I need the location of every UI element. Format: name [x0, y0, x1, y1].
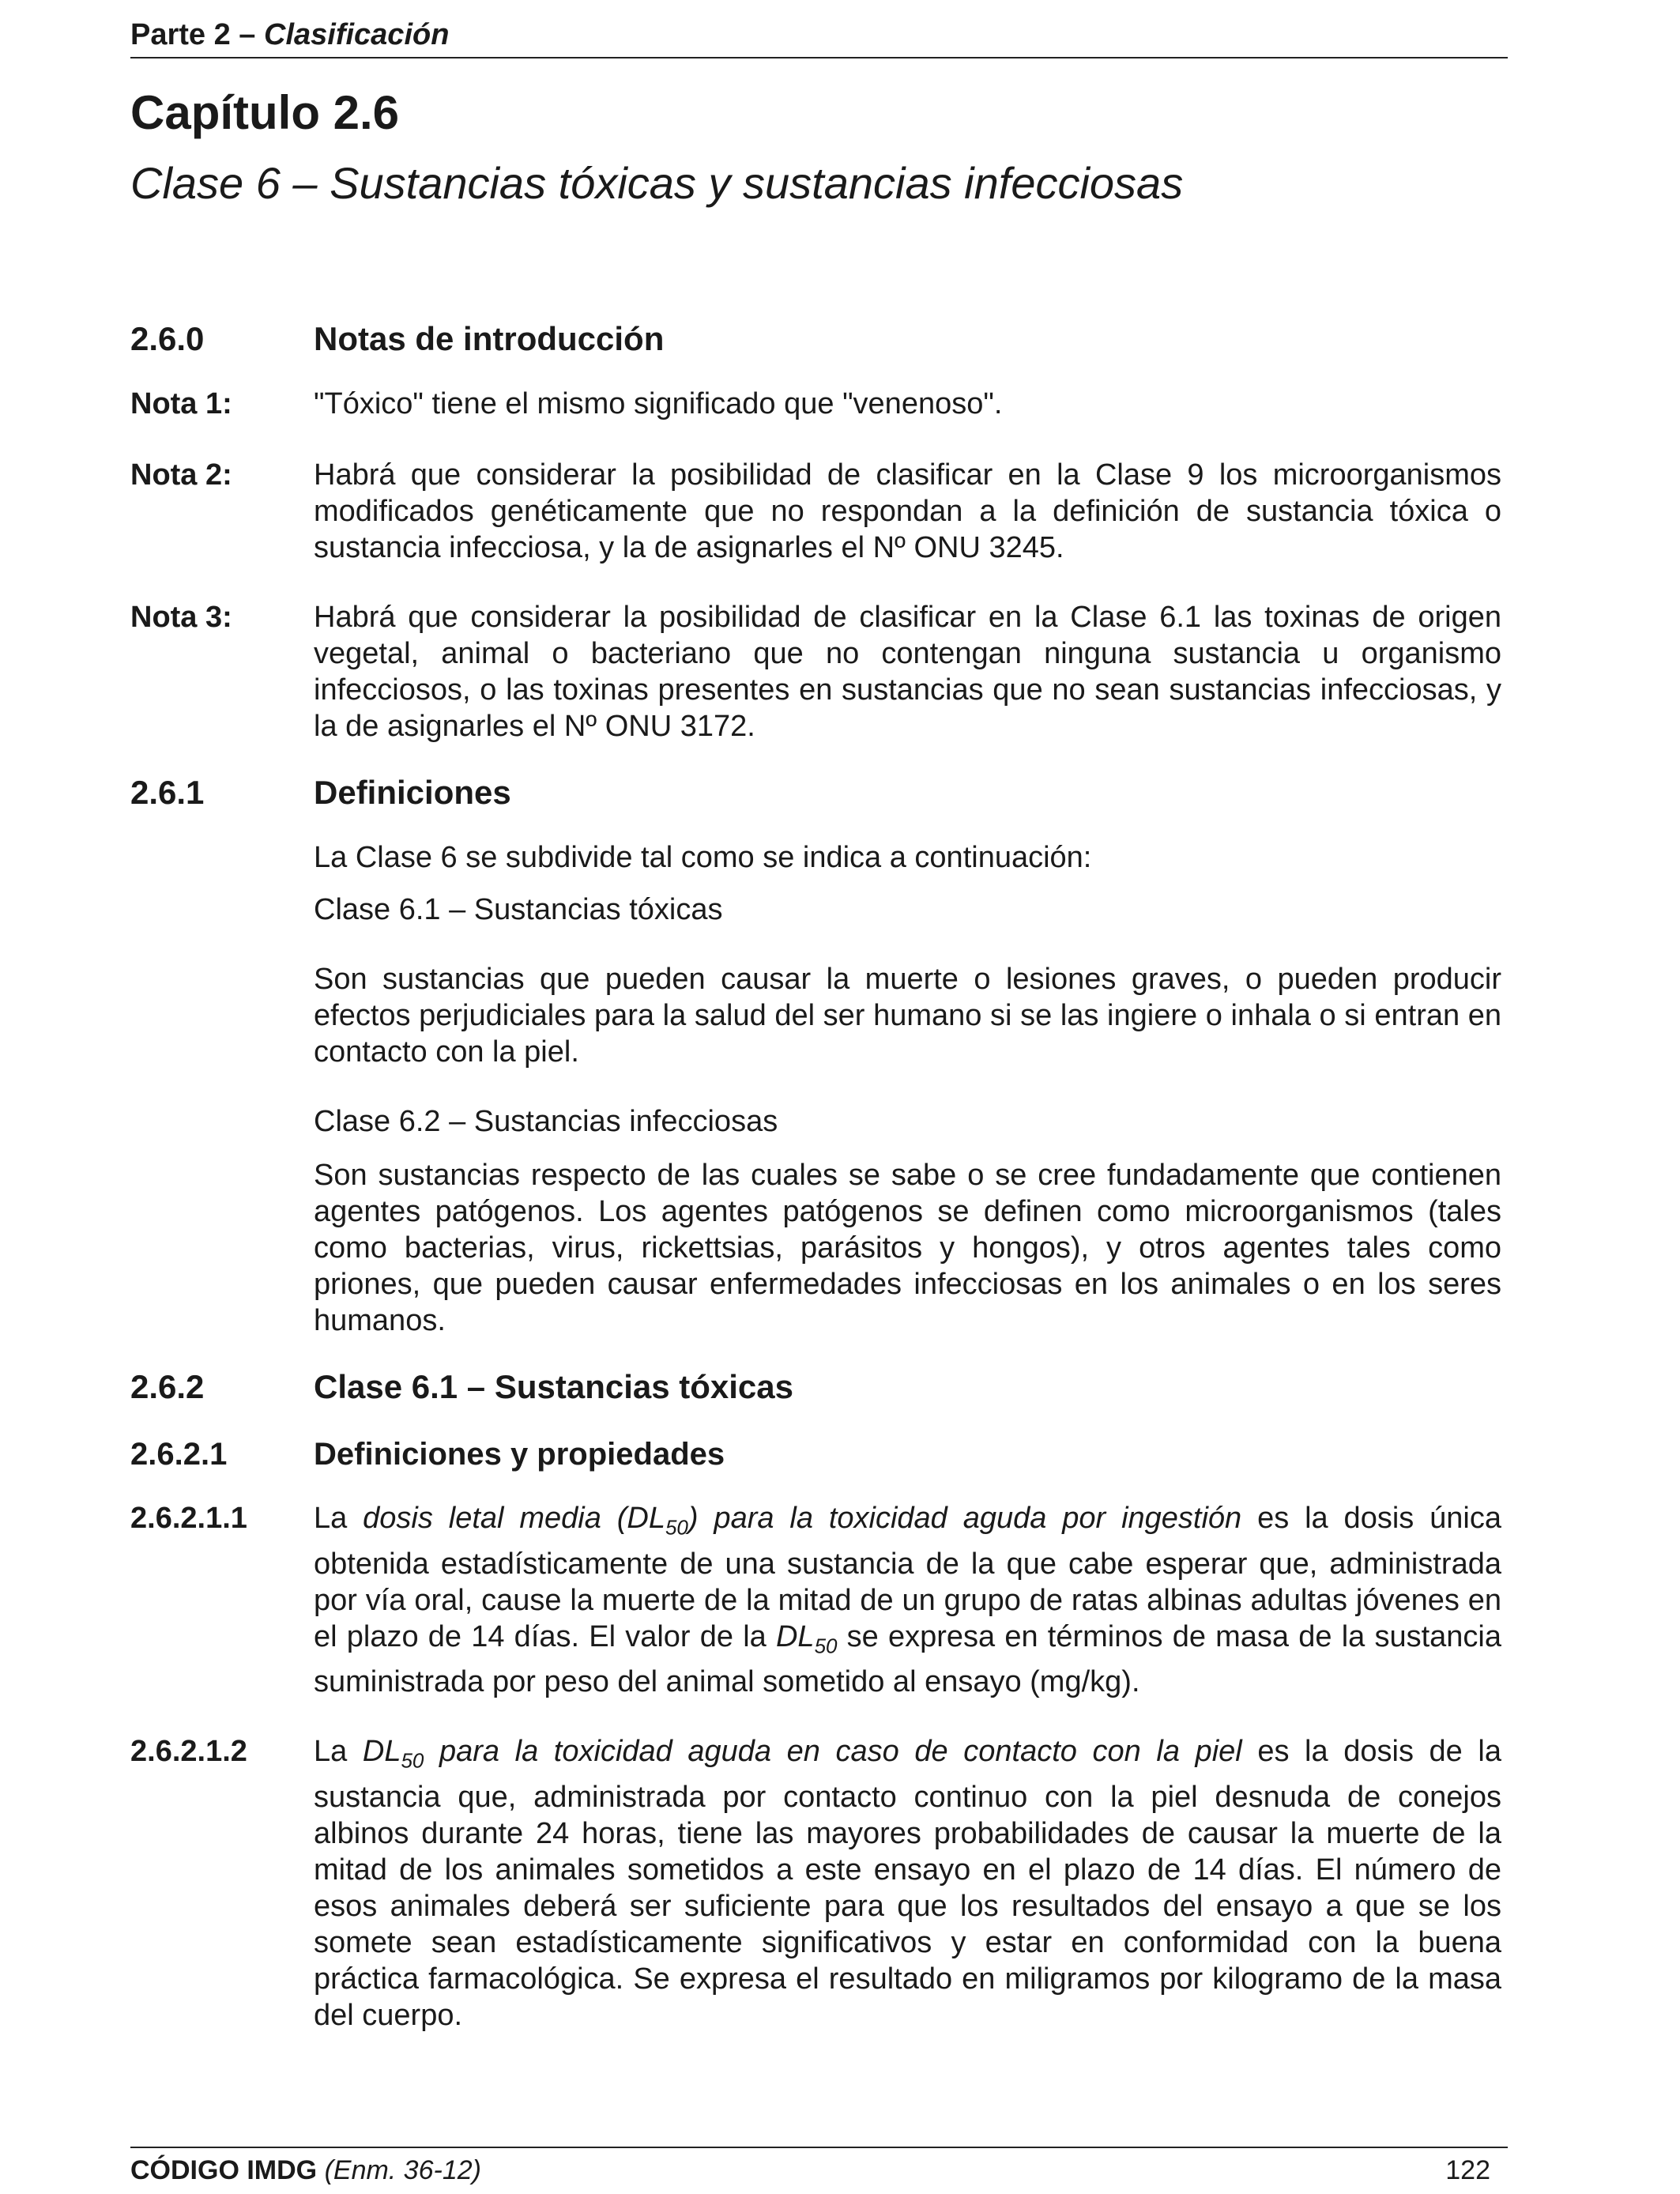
section-heading-2-6-1 — [130, 768, 1501, 817]
class-6-2-text: Son sustancias respecto de las cuales se sabe o se cree fundadamente que contienen agentes patógenos. Los agentes patógenos se definen como microorganismos (tales como bacterias, virus, rickettsias, parásitos y hongos), y otros agentes tales como priones, que pueden causar enfermedades infecciosas en los animales o en los seres humanos. — [314, 1159, 1501, 1337]
chapter-title: Capítulo 2.6 — [130, 86, 400, 139]
page-content — [130, 315, 1501, 2034]
paragraph-2-6-2-1-1 — [130, 1500, 1501, 1700]
subsection-number: 2.6.2.1 — [130, 1437, 228, 1472]
note-text: Habrá que considerar la posibilidad de clasificar en la Clase 6.1 las toxinas de origen vegetal, animal o bacteriano que no contengan ninguna sustancia u organismo infecciosos, o las toxinas presentes en sustancias que no sean sustancias infecciosas, y la de asignarles el Nº ONU 3172. — [314, 601, 1501, 743]
note-label: Nota 1: — [130, 387, 232, 420]
footer-code-name: CÓDIGO IMDG — [130, 2155, 318, 2185]
note-label: Nota 2: — [130, 458, 232, 492]
subsection-heading-2-6-2-1 — [130, 1432, 1501, 1476]
definitions-block — [130, 839, 1501, 1339]
section-heading-2-6-2 — [130, 1363, 1501, 1412]
note-1 — [130, 386, 1501, 422]
section-number: 2.6.2 — [130, 1368, 205, 1405]
section-heading-2-6-0 — [130, 315, 1501, 364]
definitions-intro: La Clase 6 se subdivide tal como se indica a continuación: — [314, 841, 1092, 874]
header-rule — [130, 57, 1508, 58]
section-title: Definiciones — [314, 774, 511, 811]
class-6-1-text: Son sustancias que pueden causar la muerte o lesiones graves, o pueden producir efectos perjudiciales para la salud del ser humano si se las ingiere o inhala o si entran en contacto con la piel. — [314, 963, 1501, 1069]
footer-code — [130, 2153, 481, 2188]
paragraph-text: La dosis letal media $(DL_{50})$ para la toxicidad aguda por ingestión es la dosis única obtenida estadísticamente de una sustancia de la que cabe esperar que, administrada por vía oral, cause la muerte de la mitad de un grupo de ratas albinas adultas jóvenes en el plazo de 14 días. El valor de la $DL_{50}$ se expresa en términos de masa de la sustancia suministrada por peso del animal sometido al ensayo (mg/kg). — [314, 1502, 1501, 1699]
subsection-title: Definiciones y propiedades — [314, 1437, 725, 1472]
class-6-2-title: Clase 6.2 – Sustancias infecciosas — [314, 1105, 778, 1138]
page-number: 122 — [1445, 2155, 1490, 2185]
running-header-part: Parte 2 – — [130, 18, 264, 51]
note-text: Habrá que considerar la posibilidad de clasificar en la Clase 9 los microorganismos modificados genéticamente que no respondan a la definición de sustancia tóxica o sustancia infecciosa, y la de asignarles el Nº ONU 3245. — [314, 458, 1501, 564]
note-text: "Tóxico" tiene el mismo significado que "venenoso". — [314, 387, 1003, 420]
note-label: Nota 3: — [130, 601, 232, 634]
section-number: 2.6.1 — [130, 774, 205, 811]
paragraph-text: La $DL_{50}$ para la toxicidad aguda en caso de contacto con la piel es la dosis de la sustancia que, administrada por contacto continuo con la piel desnuda de conejos albinos durante 24 horas, tiene las mayores probabilidades de causar la muerte de la mitad de los animales sometidos a este ensayo en el plazo de 14 días. El número de esos animales deberá ser suficiente para que los resultados del ensayo a que se los somete sean estadísticamente significativos y estar en conformidad con la buena práctica farmacológica. Se expresa el resultado en miligramos por kilogramo de la masa del cuerpo. — [314, 1735, 1501, 2032]
running-header-part-title: Clasificación — [264, 18, 450, 51]
running-header — [130, 14, 1505, 55]
section-number: 2.6.0 — [130, 320, 205, 357]
footer-rule — [130, 2147, 1508, 2148]
paragraph-2-6-2-1-2 — [130, 1733, 1501, 2034]
section-title: Clase 6.1 – Sustancias tóxicas — [314, 1368, 794, 1405]
note-2 — [130, 457, 1501, 566]
section-title: Notas de introducción — [314, 320, 665, 357]
paragraph-number: 2.6.2.1.1 — [130, 1502, 247, 1535]
footer-amendment: (Enm. 36-12) — [324, 2155, 481, 2185]
class-6-1-title: Clase 6.1 – Sustancias tóxicas — [314, 893, 723, 926]
note-3 — [130, 599, 1501, 745]
chapter-subtitle: Clase 6 – Sustancias tóxicas y sustancias infecciosas — [130, 158, 1184, 208]
paragraph-number: 2.6.2.1.2 — [130, 1735, 247, 1769]
